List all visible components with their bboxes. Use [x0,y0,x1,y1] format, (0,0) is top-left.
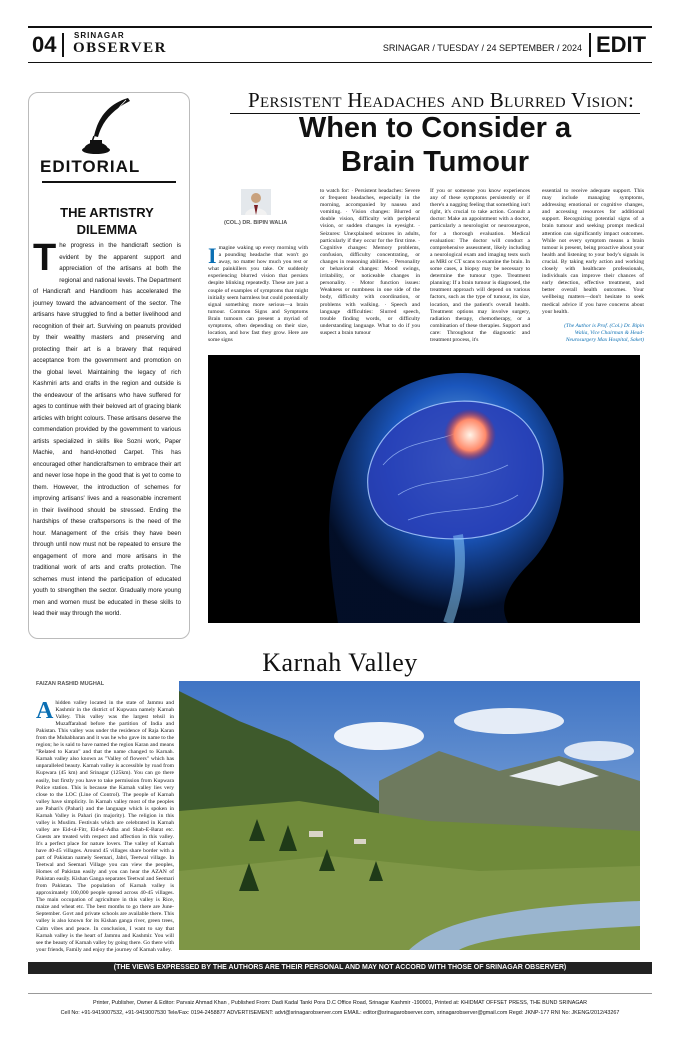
article-column-1-text: magine waking up every morning with a pounding headache that won't go away, no matter how much you rest or what painkillers you take. Or suddenly experiencing blurred vision that persists despite blinking repeatedly. These are just a couple of examples of symptoms that might initially seem harmless but could potentially signal something more serious—a brain tumour. Common Signs and Symptoms Brain tumours can present a myriad of symptoms, often depending on their size, location, and how fast they grow. Here are some signs [208,245,308,344]
imprint-line-2: Cell No: +91-9419007532, +91-9419007530 Tele/Fax: 0194-2458877 ADVERTISEMENT: advt@srinagarobserver.com EMAIL: editor@srinagarobserver.com, srinagarobserver@gmail.com Regd: JKNP-177 RNI No: JKENG/2012/43267 [60,1010,620,1016]
brand-logo: OBSERVER [73,40,167,56]
editorial-label: EDITORIAL [40,157,141,176]
brand-city: SRINAGAR [74,31,125,40]
section-label: EDIT [596,32,647,57]
author-photo [241,189,271,215]
feature-dropcap: A [36,698,54,724]
feature-text: hidden valley located in the state of Jammu and Kashmir in the district of Kupwara namely Karnah Valley. This valley was the largest tehsil in Muzaffarabad before the partition of India and Pakistan. This valley was under the residence of Raja Karan from the Muhabbaran and it was he who gave its name to the region; he is said to have named the region Karan and means "Related to Karan" and that the name changed to Karnah. Karnah valley also known as "Valley of flowers" which has unparalleled beauty. Karnah valley is accessible by road from Kupwara (45 km) and Srinagar (125km). You can go there easily, but firstly you have to take permission from Kupwara Police station. This is because the Karnah valley lies very close to the LOC (Line of Control). The people of Karnah valley have simplicity. In Karnah valley most of the peoples are Pahari's (Pahari) and the language which is spoken in Karnah Valley is Pahari (in majority). The religion in this valley is Muslim. Festivals which are celebrated in Karnah valley are Eid-ul-Fitr, Eid-ul-Adha and Shab-E-Barat etc. Guests are treated with respect and affection in this valley. It's a perfect place for nature lovers. The valley of Karnah have 40-45 villages. Around 45 villages share border with a part of Pakistan namely Seemari, Jabri, Teetwal village. In Teetwal and Seemari Village you can view the peoples, Homes of Pakistan easily and you can hear the AZAN of Pakistan easily. Kishan Ganga separates Teetwal and Seemari from Pakistan. The population of Karnah valley is approximately 100,000 people spread across 40-45 villages. The main occupation of agriculture in this valley is Rice, maize and wheat etc. The best months to go there are June-September. Govt and private schools are available there. This valley is also known for its Kishan ganga river, green trees, Calm vibes and peace. In conclusion, I want to say that Karnah valley is the heart of Jammu and Kashmir. You will see the beauty of Karnah valley by going there. Go there with your friends, Family and enjoy the journey of Karnah valley. [36,700,174,953]
feature-body [36,700,174,954]
author-signature: (The Author is Prof. (Col.) Dr. Bipin Walia, Vice Chairman & Head- Neurosurgery Max Hospital, Saket) [564,323,644,343]
editorial-title-line1: THE ARTISTRY [60,205,154,220]
dateline: SRINAGAR / TUESDAY / 24 SEPTEMBER / 2024 [382,43,582,53]
brain-xray-image [208,355,640,623]
article-column-2: to watch for: · Persistent headaches: Severe or frequent headaches, especially in the morning, accompanied by nausea and vomiting. · Vision changes: Blurred or double vision, difficulty with peripheral vision, or sudden changes in eyesight. · Seizures: Unexplained seizures in adults, particularly if they occur for the first time. · Cognitive changes: Memory problems, confusion, difficulty concentrating, or changes in reasoning abilities. · Personality or behavioral changes: Mood swings, irritability, or noticeable changes in personality. · Motor function issues: Weakness or numbness in one side of the body, difficulty with coordination, or problems with walking. · Speech and language difficulties: Slurred speech, trouble finding words, or difficulty understanding language. What to do if you suspect a brain tumour [320,188,420,336]
valley-landscape-photo [179,681,640,950]
section-divider [589,33,591,57]
article-headline-line2: Brain Tumour [341,146,529,178]
feature-title: Karnah Valley [262,648,418,677]
quill-inkwell-icon [68,96,142,158]
footer-rule [28,993,652,994]
editorial-dropcap: T [33,237,57,279]
masthead-bottom-rule [28,62,652,63]
page-number: 04 [32,32,57,57]
editorial-title-line2: DILEMMA [76,222,138,237]
article-column-3: If you or someone you know experiences any of these symptoms persistently or if there's a nagging feeling that something isn't right, it's crucial to take action. Consult a doctor: Make an appointment with a doctor, particularly a neurologist or neurosurgeon, for a thorough evaluation. Medical evaluation: The doctor will conduct a comprehensive assessment, likely including a neurological exam and imaging tests such as MRI or CT scans to examine the brain. In some cases, a biopsy may be necessary to determine the tumour type. Treatment planning: If a brain tumour is diagnosed, the treatment approach will depend on various factors, such as the type of tumour, its size, location, and the patient's overall health. Treatment options may involve surgery, radiation therapy, chemotherapy, or a combination of these therapies. Support and care: Throughout the diagnostic and treatment process, it's [430,188,530,343]
editorial-rule [42,181,176,183]
article-byline: (COL.) DR. BIPIN WALIA [224,220,288,226]
disclaimer-bar: (THE VIEWS EXPRESSED BY THE AUTHORS ARE THEIR PERSONAL AND MAY NOT ACCORD WITH THOSE OF SRINAGAR OBSERVER) [28,962,652,974]
masthead-divider [62,33,64,57]
imprint-line-1: Printer, Publisher, Owner & Editor: Parvaiz Ahmad Khan , Published From: Dadi Kadal Tanki Pora D.C Office Road, Srinagar Kashmir -190001, Printed at: KHIDMAT OFFSET PRESS, THE BUND SRINAGAR [92,1000,588,1006]
article-column-4: essential to receive adequate support. This may include managing symptoms, addressing emotional or cognitive changes, and accessing resources for additional support. Recognizing potential signs of a brain tumour and seeking prompt medical attention can significantly impact outcomes. While not every symptom means a brain tumour is present, being proactive about your health and listening to your body's signals is crucial. By taking early action and working closely with healthcare professionals, individuals can improve their chances of early detection, effective treatment, and better overall health outcomes. Your wellbeing matters—don't hesitate to seek medical advice if you have concerns about your health. [542,188,644,315]
article-column-1 [208,245,308,344]
masthead-top-rule [28,26,652,28]
article-dropcap: I [208,243,217,268]
feature-byline: FAIZAN RASHID MUGHAL [36,681,105,687]
editorial-text: he progress in the handicraft section is evident by the apparent support and appreciation of the artisans at both the regional and national levels. The Department of Handicraft and Handloom has accelerated the journey toward the advancement of the sector. The artisans have struggled to find a better livelihood and recognition of their art. Surviving on peanuts provided by their wealthy masters and preserving and protecting their art is a bravery that required acceptance from the government and promotion on the global level. Maintaining the legacy of rich Kashmiri arts and crafts in the region and outside is the endeavour of the artisans who have suffered for ages to continue with their beloved art of gracing blank articles with bright colours. These artisans deserve the commendation provided by the government to various artists specialized in skills like Sozni work, Paper Machie, and hand-knotted Carpet. This has encouraged other handicraftsmen to embrace their art and never lose hope in the good that is yet to come to them. However, the introduction of schemes for improving artisans' lives and a reasonable increment in their livelihood should be stressed. Ending the hardships of these craftspersons is the need of the hour. Management of the crisis they have been through until now must not be repeated to ensure the engagement of more and more artisans in the traditional work of arts and crafts protection. The schemes must intend the participation of educated youth to strengthen the sector. Gradually more young men and women must be educated in these skills to lead their way through the world. [33,242,181,617]
article-headline-line1: When to Consider a [298,112,572,144]
editorial-body [33,237,181,620]
article-kicker: Persistent Headaches and Blurred Vision: [248,88,635,112]
